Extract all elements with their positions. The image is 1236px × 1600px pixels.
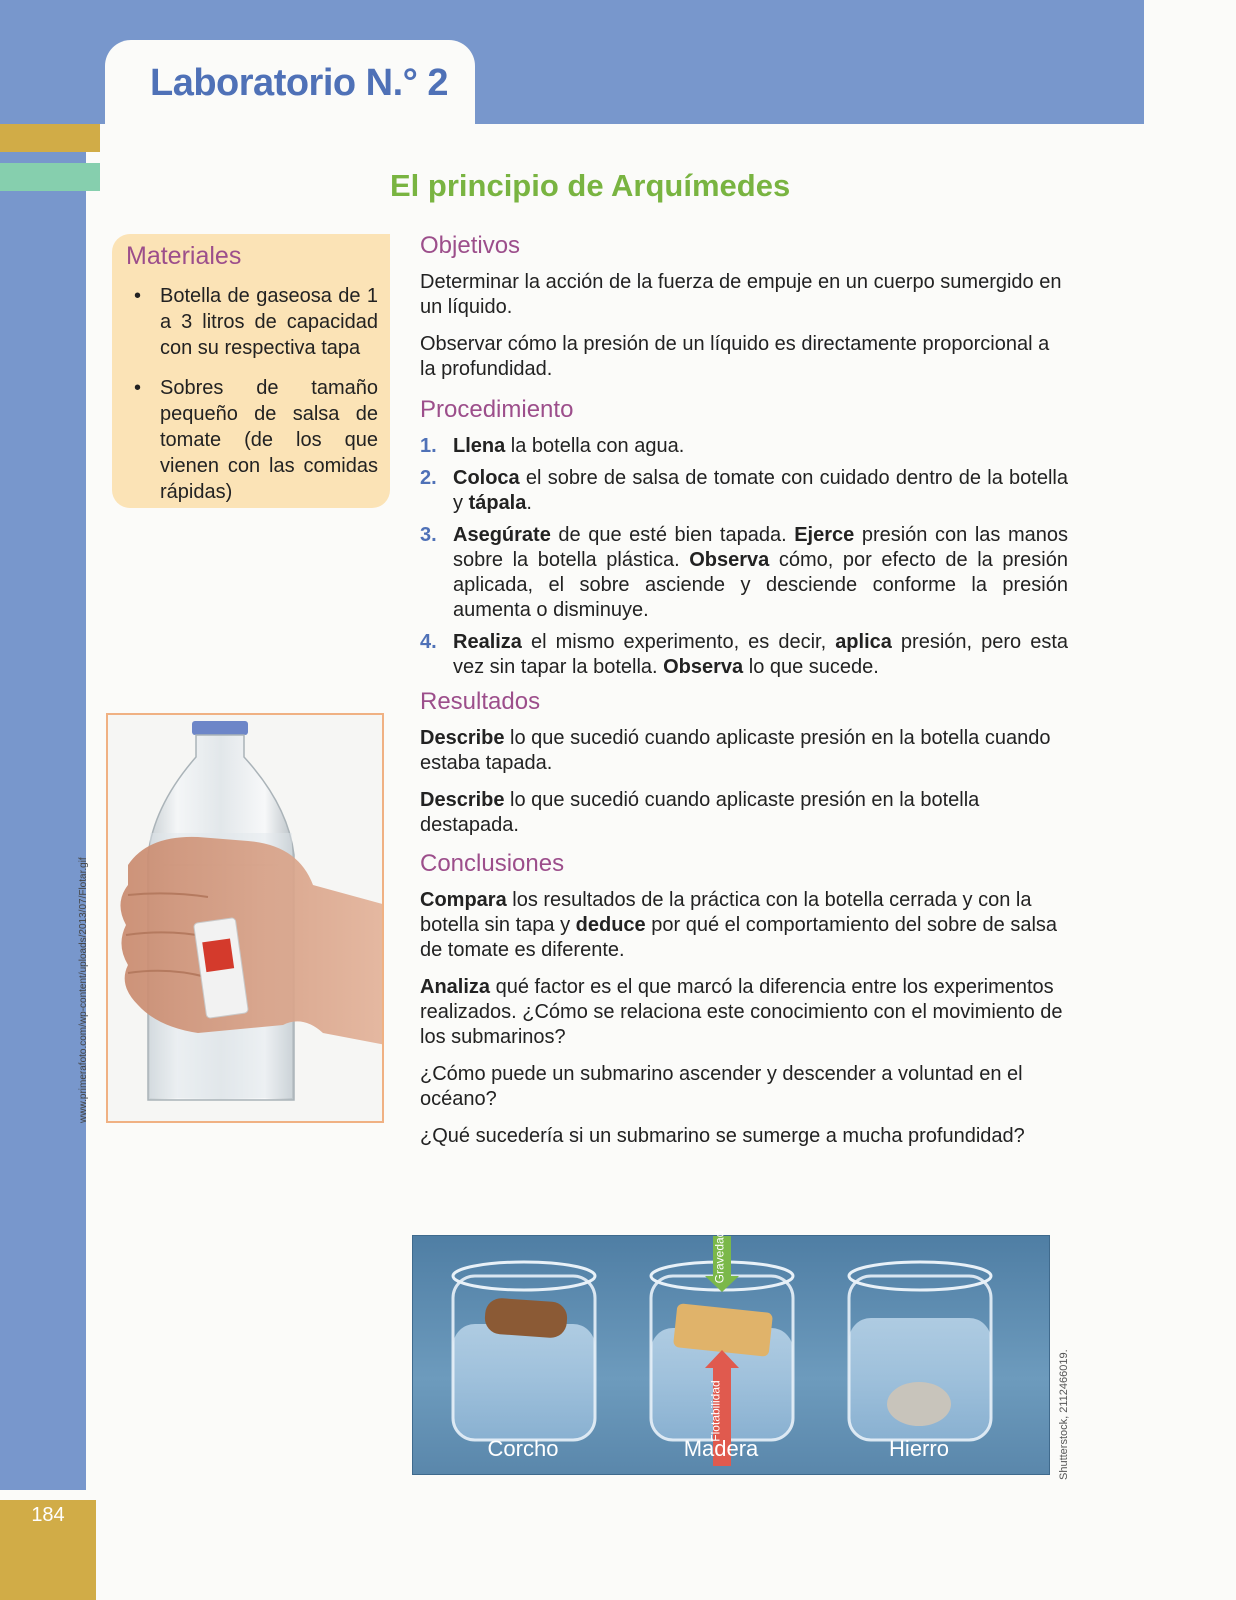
text-run: lo que sucedió cuando aplicaste presión en la botella destapada. — [420, 789, 980, 836]
glass-cork — [453, 1262, 595, 1440]
text-run: qué factor es el que marcó la diferencia entre los experimentos realizados. ¿Cómo se relaciona este conocimiento con el movimiento de los submarinos? — [420, 976, 1063, 1048]
materials-list — [126, 283, 378, 505]
text-run: por qué el comportamiento del sobre de salsa de tomate es diferente. — [420, 914, 1058, 961]
illustration-credit: Shutterstock, 2112466019. — [1058, 1349, 1070, 1480]
lab-title: Laboratorio N.° 2 — [150, 62, 449, 104]
procedure-step — [420, 466, 1068, 516]
buoyancy-illustration — [412, 1230, 1050, 1475]
materials-box — [112, 234, 390, 508]
text-run: el mismo experimento, es decir, — [521, 631, 836, 653]
action-verb: Ejerce — [794, 524, 855, 546]
text-run: los resultados de la práctica con la botella cerrada y con la botella sin tapa y — [420, 889, 1032, 936]
conclusions-title: Conclusiones — [420, 850, 565, 877]
text-run: la botella con agua. — [505, 435, 685, 457]
action-verb: Analiza — [420, 976, 491, 998]
text-run: . — [526, 492, 532, 514]
gravity-label: Gravedad — [712, 1230, 727, 1284]
procedure-step — [420, 630, 1068, 680]
text-run: presión, pero esta vez sin tapar la botella. — [453, 631, 1068, 678]
left-margin-band — [0, 0, 86, 1490]
result-paragraph — [420, 726, 1068, 776]
conclusion-paragraph — [420, 1062, 1068, 1112]
action-verb: Describe — [420, 727, 505, 749]
text-run: cómo, por efecto de la presión aplicada, el sobre asciende y desciende conforme la presión aumenta o disminuye. — [453, 549, 1068, 621]
label-wood: Madera — [683, 1436, 759, 1461]
results-title: Resultados — [420, 688, 541, 715]
step-number: 3. — [420, 524, 437, 546]
procedure-step — [420, 523, 1068, 623]
action-verb: tápala — [468, 492, 527, 514]
action-verb: Observa — [689, 549, 770, 571]
materials-item: • Botella de gaseosa de 1 a 3 litros de capacidad con su respectiva tapa — [126, 283, 378, 361]
label-cork: Corcho — [487, 1436, 559, 1461]
text-run: presión con las manos sobre la botella plástica. — [453, 524, 1068, 571]
objective-paragraph: Observar cómo la presión de un líquido es directamente proporcional a la profundidad. — [420, 333, 1050, 380]
step-number: 2. — [420, 467, 437, 489]
materials-title: Materiales — [126, 242, 242, 270]
materials-item: • Sobres de tamaño pequeño de salsa de tomate (de los que vienen con las comidas rápidas) — [126, 375, 378, 505]
results-paragraphs — [420, 726, 1068, 838]
action-verb: aplica — [835, 631, 892, 653]
action-verb: Llena — [453, 435, 506, 457]
glass-iron — [849, 1262, 991, 1440]
objective-paragraph: Determinar la acción de la fuerza de empuje en un cuerpo sumergido en un líquido. — [420, 271, 1062, 318]
conclusions-paragraphs — [420, 888, 1068, 1149]
page-number: 184 — [31, 1504, 65, 1526]
action-verb: deduce — [575, 914, 646, 936]
procedure-title: Procedimiento — [420, 396, 574, 423]
action-verb: Observa — [663, 656, 744, 678]
step-number: 1. — [420, 435, 437, 457]
photo-credit: www.primerafoto.com/wp-content/uploads/2013/07/Flotar.gif — [78, 857, 89, 1123]
decorative-bar-gold — [0, 124, 100, 152]
action-verb: Compara — [420, 889, 507, 911]
text-run: lo que sucedió cuando aplicaste presión en la botella cuando estaba tapada. — [420, 727, 1051, 774]
text-run: de que esté bien tapada. — [550, 524, 795, 546]
action-verb: Coloca — [453, 467, 520, 489]
action-verb: Asegúrate — [453, 524, 551, 546]
action-verb: Describe — [420, 789, 505, 811]
action-verb: Realiza — [453, 631, 522, 653]
result-paragraph — [420, 788, 1068, 838]
conclusion-paragraph — [420, 888, 1068, 963]
buoyancy-label: Flotabilidad — [708, 1380, 723, 1442]
page-title: El principio de Arquímedes — [390, 168, 791, 203]
conclusion-paragraph — [420, 975, 1068, 1050]
text-run: ¿Cómo puede un submarino ascender y descender a voluntad en el océano? — [420, 1063, 1023, 1110]
label-iron: Hierro — [889, 1436, 949, 1461]
bottle-illustration — [108, 715, 384, 1123]
text-run: lo que sucede. — [743, 656, 879, 678]
procedure-steps — [420, 434, 1068, 680]
conclusion-paragraph — [420, 1124, 1068, 1149]
text-run: ¿Qué sucedería si un submarino se sumerge a mucha profundidad? — [420, 1125, 1025, 1147]
main-content — [420, 232, 1068, 1161]
text-run: el sobre de salsa de tomate con cuidado dentro de la botella y — [453, 467, 1068, 514]
procedure-step — [420, 434, 1068, 459]
step-number: 4. — [420, 631, 437, 653]
objectives-title: Objetivos — [420, 232, 521, 259]
decorative-bar-green — [0, 163, 100, 191]
bottle-photo — [106, 713, 384, 1123]
